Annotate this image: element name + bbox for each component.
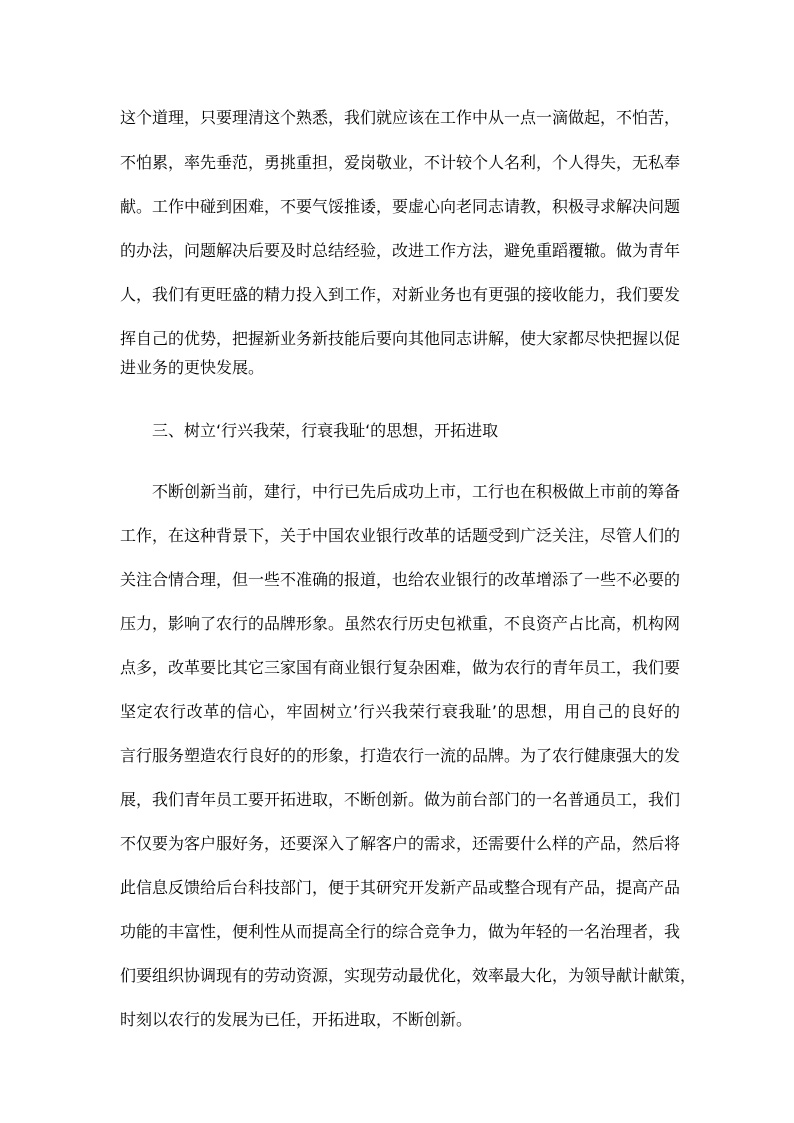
paragraph-2-line: 关注合情合理，但一些不准确的报道，也给农业银行的改革增添了一些不必要的	[120, 570, 681, 589]
paragraph-2-line: 不断创新当前，建行，中行已先后成功上市，工行也在积极做上市前的筹备	[152, 482, 681, 501]
paragraph-2-line: 们要组织协调现有的劳动资源，实现劳动最优化，效率最大化，为领导献计献策，	[120, 966, 697, 985]
paragraph-2-line: 功能的丰富性，便利性从而提高全行的综合竞争力，做为年轻的一名治理者，我	[120, 922, 681, 941]
paragraph-2-line: 压力，影响了农行的品牌形象。虽然农行历史包袱重，不良资产占比高，机构网	[120, 614, 681, 633]
paragraph-2-line: 言行服务塑造农行良好的的形象，打造农行一流的品牌。为了农行健康强大的发	[120, 746, 681, 765]
section-heading: 三、树立‘行兴我荣，行衰我耻‘的思想，开拓进取	[152, 421, 499, 440]
paragraph-1-line: 挥自己的优势，把握新业务新技能后要向其他同志讲解，使大家都尽快把握以促	[120, 329, 681, 348]
paragraph-1-line: 这个道理，只要理清这个熟悉，我们就应该在工作中从一点一滴做起，不怕苦，	[120, 108, 681, 127]
paragraph-1-line: 不怕累，率先垂范，勇挑重担，爱岗敬业，不计较个人名利，个人得失，无私奉	[120, 153, 681, 172]
paragraph-1-line: 的办法，问题解决后要及时总结经验，改进工作方法，避免重蹈覆辙。做为青年	[120, 241, 681, 260]
paragraph-2-line: 展，我们青年员工要开拓进取，不断创新。做为前台部门的一名普通员工，我们	[120, 790, 681, 809]
paragraph-1-line: 进业务的更快发展。	[120, 358, 265, 377]
paragraph-2-line: 点多，改革要比其它三家国有商业银行复杂困难，做为农行的青年员工，我们要	[120, 658, 681, 677]
paragraph-1-line: 献。工作中碰到困难，不要气馁推诿，要虚心向老同志请教，积极寻求解决问题	[120, 197, 681, 216]
paragraph-2-line: 坚定农行改革的信心，牢固树立’行兴我荣行衰我耻’的思想，用自己的良好的	[120, 702, 680, 721]
paragraph-2-line: 不仅要为客户服好务，还要深入了解客户的需求，还需要什么样的产品，然后将	[120, 834, 681, 853]
paragraph-1-line: 人，我们有更旺盛的精力投入到工作，对新业务也有更强的接收能力，我们要发	[120, 285, 681, 304]
paragraph-2-line: 工作，在这种背景下，关于中国农业银行改革的话题受到广泛关注，尽管人们的	[120, 526, 681, 545]
paragraph-2-line: 时刻以农行的发展为已任，开拓进取，不断创新。	[120, 1010, 473, 1029]
paragraph-2-line: 此信息反馈给后台科技部门，便于其研究开发新产品或整合现有产品，提高产品	[120, 878, 681, 897]
